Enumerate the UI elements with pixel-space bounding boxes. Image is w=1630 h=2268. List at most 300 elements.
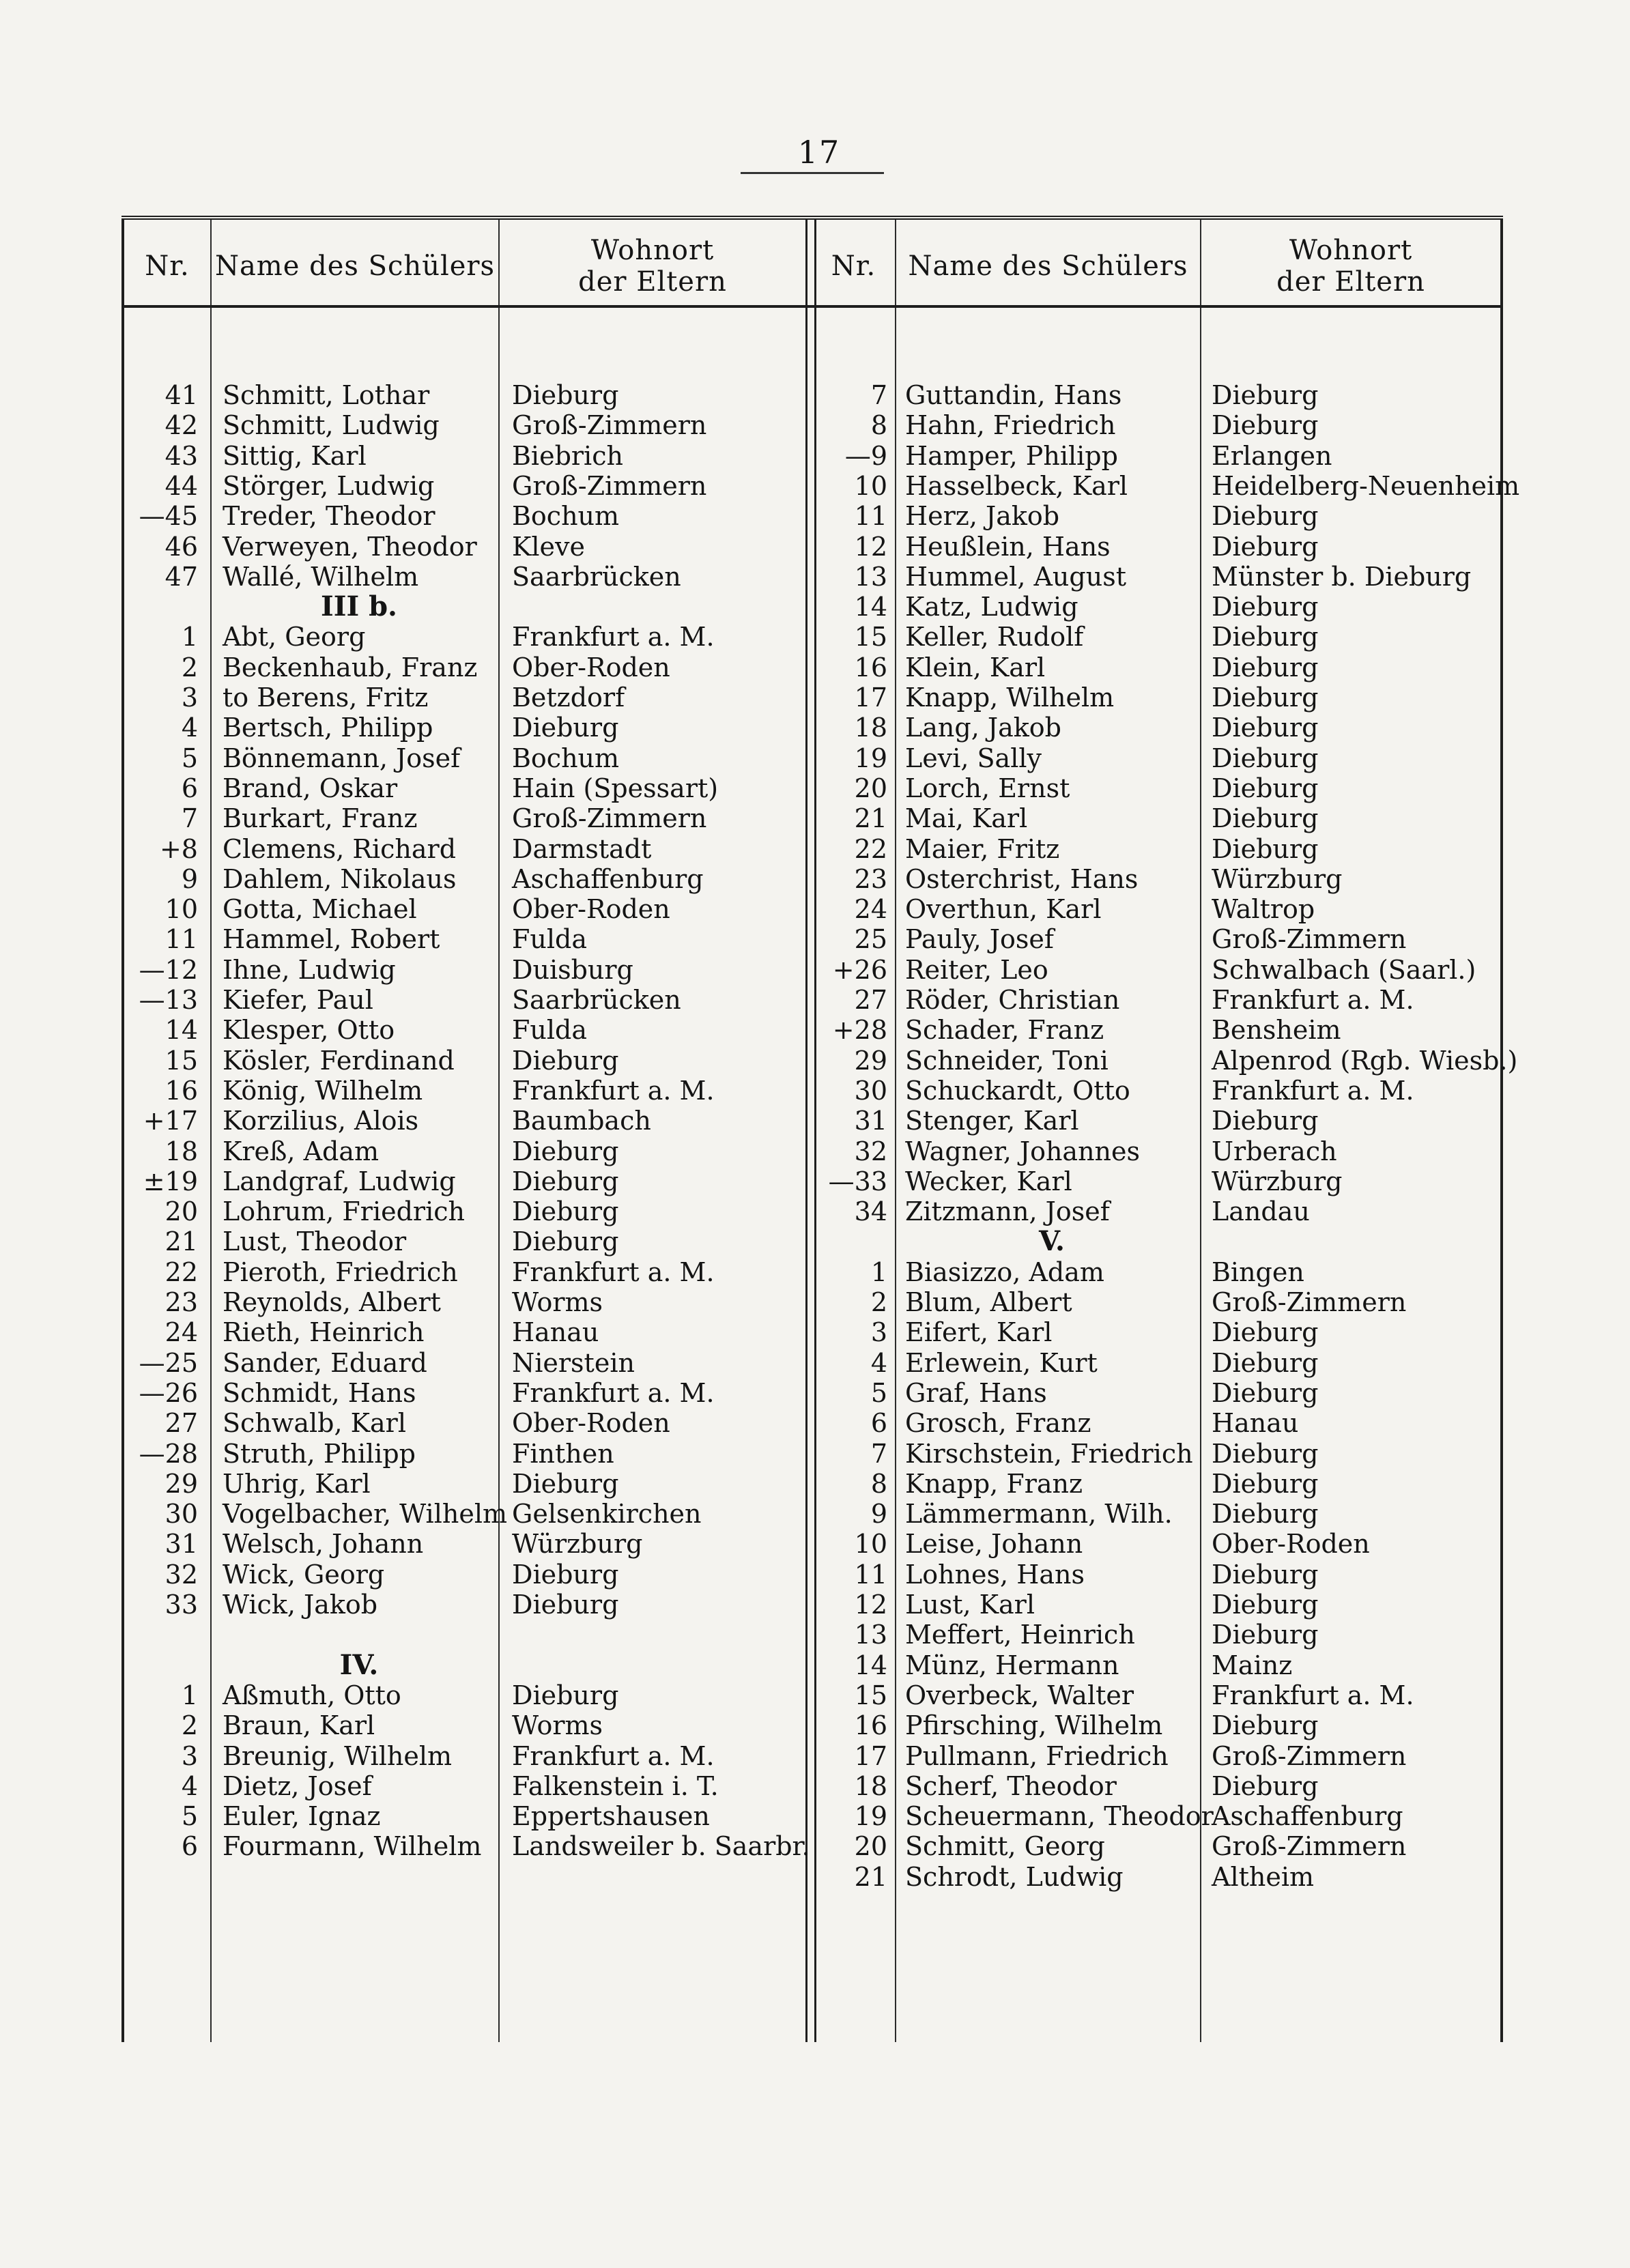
student-number: 19 xyxy=(854,1801,887,1831)
student-number: 32 xyxy=(854,1136,887,1166)
student-number: 4 xyxy=(870,1348,887,1378)
student-number: 5 xyxy=(870,1378,887,1408)
student-name: Abt, Georg xyxy=(223,622,366,652)
student-number: 12 xyxy=(854,1590,887,1620)
table-row xyxy=(812,652,1499,683)
student-number: 6 xyxy=(181,1831,198,1861)
student-number: 17 xyxy=(854,683,887,713)
table-row xyxy=(121,1348,804,1378)
student-number: 34 xyxy=(854,1196,887,1226)
student-name: Pfirsching, Wilhelm xyxy=(905,1710,1163,1740)
table-row xyxy=(121,1771,804,1801)
section-heading: III b. xyxy=(321,590,397,622)
student-name: Röder, Christian xyxy=(905,985,1120,1015)
parents-residence: Dieburg xyxy=(1212,1348,1319,1378)
table-row xyxy=(812,1620,1499,1650)
student-name: Leise, Johann xyxy=(905,1529,1083,1559)
parents-residence: Dieburg xyxy=(1212,803,1319,833)
student-name: Schrodt, Ludwig xyxy=(905,1862,1124,1892)
student-number: 16 xyxy=(854,1710,887,1740)
table-row xyxy=(121,1710,804,1740)
parents-residence: Frankfurt a. M. xyxy=(1212,1680,1414,1710)
student-number: 47 xyxy=(165,562,198,592)
table-row xyxy=(121,532,804,562)
table-row xyxy=(121,985,804,1015)
student-name: Schmidt, Hans xyxy=(223,1378,416,1408)
student-number: +8 xyxy=(159,834,198,864)
student-name: Dietz, Josef xyxy=(223,1771,372,1801)
student-number: —13 xyxy=(139,985,198,1015)
parents-residence: Groß-Zimmern xyxy=(1212,1741,1407,1771)
table-row xyxy=(121,622,804,652)
student-number: 27 xyxy=(165,1408,198,1438)
table-row xyxy=(121,773,804,803)
student-name: Blum, Albert xyxy=(905,1287,1072,1317)
table-row xyxy=(121,1287,804,1317)
student-number: 14 xyxy=(854,1650,887,1680)
parents-residence: Frankfurt a. M. xyxy=(512,1076,715,1106)
table-row xyxy=(812,1046,1518,1076)
student-number: 17 xyxy=(854,1741,887,1771)
parents-residence: Bingen xyxy=(1212,1257,1304,1287)
student-number: —28 xyxy=(139,1439,198,1469)
parents-residence: Dieburg xyxy=(512,1196,619,1226)
parents-residence: Frankfurt a. M. xyxy=(1212,1076,1414,1106)
student-name: König, Wilhelm xyxy=(223,1076,423,1106)
table-row xyxy=(121,894,804,924)
table-row xyxy=(812,1680,1499,1710)
parents-residence: Dieburg xyxy=(1212,1590,1319,1620)
student-number: 6 xyxy=(870,1408,887,1438)
parents-residence: Ober-Roden xyxy=(1212,1529,1370,1559)
student-number: 11 xyxy=(854,1560,887,1590)
student-name: Kreß, Adam xyxy=(223,1136,380,1166)
section-heading: IV. xyxy=(339,1649,379,1681)
student-name: Overthun, Karl xyxy=(905,894,1102,924)
student-number: 43 xyxy=(165,441,198,471)
parents-residence: Schwalbach (Saarl.) xyxy=(1212,955,1476,985)
student-name: Mai, Karl xyxy=(905,803,1028,833)
student-name: Lust, Theodor xyxy=(223,1226,407,1257)
table-row xyxy=(812,1801,1499,1831)
student-number: 7 xyxy=(870,380,887,410)
parents-residence: Dieburg xyxy=(1212,380,1319,410)
table-row xyxy=(812,1469,1499,1499)
student-number: 30 xyxy=(854,1076,887,1106)
parents-residence: Bochum xyxy=(512,743,620,773)
parents-residence: Falkenstein i. T. xyxy=(512,1771,719,1801)
student-name: Schuckardt, Otto xyxy=(905,1076,1130,1106)
header-name-left: Name des Schülers xyxy=(214,250,496,282)
parents-residence: Dieburg xyxy=(512,1226,619,1257)
parents-residence: Bochum xyxy=(512,501,620,531)
parents-residence: Fulda xyxy=(512,1015,587,1045)
table-row xyxy=(812,1771,1499,1801)
parents-residence: Ober-Roden xyxy=(512,894,670,924)
student-number: —9 xyxy=(844,441,887,471)
student-name: Lohrum, Friedrich xyxy=(223,1196,465,1226)
student-number: 11 xyxy=(165,924,198,954)
student-name: Reiter, Leo xyxy=(905,955,1048,985)
table-row xyxy=(121,955,804,985)
parents-residence: Groß-Zimmern xyxy=(1212,1287,1407,1317)
table-row xyxy=(812,834,1499,864)
table-row xyxy=(121,1046,804,1076)
parents-residence: Frankfurt a. M. xyxy=(512,1378,715,1408)
parents-residence: Dieburg xyxy=(1212,1439,1319,1469)
student-name: Maier, Fritz xyxy=(905,834,1060,864)
student-name: Herz, Jakob xyxy=(905,501,1060,531)
student-number: 3 xyxy=(870,1317,887,1347)
student-name: Vogelbacher, Wilhelm xyxy=(223,1499,508,1529)
table-row xyxy=(812,471,1520,501)
student-number: 20 xyxy=(165,1196,198,1226)
student-number: 5 xyxy=(181,1801,198,1831)
table-row xyxy=(812,1076,1499,1106)
student-number: 22 xyxy=(165,1257,198,1287)
parents-residence: Hanau xyxy=(1212,1408,1299,1438)
parents-residence: Worms xyxy=(512,1710,603,1740)
table-row xyxy=(121,1166,804,1196)
parents-residence: Frankfurt a. M. xyxy=(512,1257,715,1287)
table-row xyxy=(121,1529,804,1559)
parents-residence: Dieburg xyxy=(1212,1378,1319,1408)
parents-residence: Dieburg xyxy=(512,1046,619,1076)
student-number: 11 xyxy=(854,501,887,531)
student-number: 14 xyxy=(854,592,887,622)
student-number: 15 xyxy=(854,1680,887,1710)
parents-residence: Altheim xyxy=(1212,1862,1315,1892)
table-row xyxy=(812,924,1499,954)
student-name: Katz, Ludwig xyxy=(905,592,1078,622)
student-number: 46 xyxy=(165,532,198,562)
student-number: 10 xyxy=(854,471,887,501)
table-row xyxy=(812,532,1499,562)
table-row xyxy=(121,1136,804,1166)
parents-residence: Ober-Roden xyxy=(512,652,670,683)
student-number: 32 xyxy=(165,1560,198,1590)
student-number: 41 xyxy=(165,380,198,410)
student-number: 31 xyxy=(854,1106,887,1136)
table-row xyxy=(812,713,1499,743)
table-row xyxy=(121,1590,804,1620)
parents-residence: Waltrop xyxy=(1212,894,1315,924)
table-row xyxy=(812,1136,1499,1166)
student-name: Schmitt, Ludwig xyxy=(223,410,440,440)
student-name: Dahlem, Nikolaus xyxy=(223,864,457,894)
table-row xyxy=(812,1590,1499,1620)
student-number: 24 xyxy=(165,1317,198,1347)
table-row xyxy=(121,380,804,410)
table-row xyxy=(121,1196,804,1226)
parents-residence: Dieburg xyxy=(1212,622,1319,652)
student-name: Lämmermann, Wilh. xyxy=(905,1499,1173,1529)
parents-residence: Saarbrücken xyxy=(512,985,681,1015)
student-number: 25 xyxy=(854,924,887,954)
student-name: Sander, Eduard xyxy=(223,1348,427,1378)
student-name: Schneider, Toni xyxy=(905,1046,1109,1076)
student-number: +26 xyxy=(832,955,887,985)
student-name: Fourmann, Wilhelm xyxy=(223,1831,482,1861)
table-row xyxy=(812,1106,1499,1136)
table-row xyxy=(812,1257,1499,1287)
parents-residence: Dieburg xyxy=(1212,713,1319,743)
parents-residence: Dieburg xyxy=(1212,683,1319,713)
parents-residence: Worms xyxy=(512,1287,603,1317)
student-name: Kösler, Ferdinand xyxy=(223,1046,455,1076)
student-name: Wick, Jakob xyxy=(223,1590,378,1620)
parents-residence: Frankfurt a. M. xyxy=(512,622,715,652)
student-name: Münz, Hermann xyxy=(905,1650,1119,1680)
student-number: 4 xyxy=(181,1771,198,1801)
table-row xyxy=(812,1378,1499,1408)
student-name: Struth, Philipp xyxy=(223,1439,416,1469)
student-number: 2 xyxy=(870,1287,887,1317)
student-number: 1 xyxy=(181,1680,198,1710)
student-number: —26 xyxy=(139,1378,198,1408)
student-number: 10 xyxy=(165,894,198,924)
parents-residence: Groß-Zimmern xyxy=(512,410,707,440)
parents-residence: Groß-Zimmern xyxy=(1212,1831,1407,1861)
student-name: Schwalb, Karl xyxy=(223,1408,406,1438)
student-name: Welsch, Johann xyxy=(223,1529,424,1559)
student-number: 20 xyxy=(854,773,887,803)
student-number: 7 xyxy=(181,803,198,833)
table-row xyxy=(121,1317,804,1347)
parents-residence: Dieburg xyxy=(512,1166,619,1196)
table-row xyxy=(812,1831,1499,1861)
student-number: 30 xyxy=(165,1499,198,1529)
table-row xyxy=(121,1469,804,1499)
student-number: 15 xyxy=(165,1046,198,1076)
parents-residence: Dieburg xyxy=(512,1136,619,1166)
student-number: 1 xyxy=(870,1257,887,1287)
student-name: Burkart, Franz xyxy=(223,803,418,833)
parents-residence: Dieburg xyxy=(512,380,619,410)
table-row xyxy=(121,1226,804,1257)
parents-residence: Dieburg xyxy=(1212,652,1319,683)
student-table xyxy=(121,216,1520,2042)
student-name: Korzilius, Alois xyxy=(223,1106,419,1136)
student-name: Breunig, Wilhelm xyxy=(223,1741,453,1771)
table-row xyxy=(812,1741,1499,1771)
parents-residence: Dieburg xyxy=(1212,1106,1319,1136)
student-name: Störger, Ludwig xyxy=(223,471,435,501)
table-row xyxy=(121,1378,804,1408)
parents-residence: Groß-Zimmern xyxy=(512,803,707,833)
student-number: 29 xyxy=(854,1046,887,1076)
table-row xyxy=(812,985,1499,1015)
header-wohnort-line2: der Eltern xyxy=(1276,266,1425,298)
student-number: 18 xyxy=(854,713,887,743)
student-name: Hahn, Friedrich xyxy=(905,410,1116,440)
student-number: 22 xyxy=(854,834,887,864)
student-name: Lorch, Ernst xyxy=(905,773,1070,803)
student-number: 13 xyxy=(854,1620,887,1650)
section-heading: V. xyxy=(1039,1225,1065,1257)
student-name: Hasselbeck, Karl xyxy=(905,471,1128,501)
student-name: Keller, Rudolf xyxy=(905,622,1084,652)
table-row xyxy=(121,834,804,864)
page-number: 17 xyxy=(797,134,841,171)
table-row xyxy=(812,1862,1499,1892)
table-row xyxy=(121,1439,804,1469)
student-number: +28 xyxy=(832,1015,887,1045)
table-row xyxy=(812,1408,1499,1438)
student-name: Overbeck, Walter xyxy=(905,1680,1134,1710)
table-row xyxy=(812,864,1499,894)
parents-residence: Dieburg xyxy=(1212,1317,1319,1347)
table-row xyxy=(812,1529,1499,1559)
header-nr-left: Nr. xyxy=(145,250,190,282)
student-name: Braun, Karl xyxy=(223,1710,375,1740)
student-number: 23 xyxy=(854,864,887,894)
student-name: Schmitt, Lothar xyxy=(223,380,430,410)
student-name: Scheuermann, Theodor xyxy=(905,1801,1214,1831)
parents-residence: Erlangen xyxy=(1212,441,1332,471)
table-row xyxy=(812,1710,1499,1740)
student-number: 8 xyxy=(870,1469,887,1499)
parents-residence: Betzdorf xyxy=(512,683,625,713)
table-row xyxy=(812,1439,1499,1469)
student-name: Pauly, Josef xyxy=(905,924,1054,954)
student-name: Guttandin, Hans xyxy=(905,380,1122,410)
table-row xyxy=(121,471,804,501)
parents-residence: Dieburg xyxy=(512,713,619,743)
parents-residence: Duisburg xyxy=(512,955,633,985)
parents-residence: Frankfurt a. M. xyxy=(512,1741,715,1771)
student-name: Sittig, Karl xyxy=(223,441,367,471)
student-number: 13 xyxy=(854,562,887,592)
table-row xyxy=(121,1408,804,1438)
student-name: Ihne, Ludwig xyxy=(223,955,396,985)
table-row xyxy=(121,410,804,440)
parents-residence: Saarbrücken xyxy=(512,562,681,592)
student-number: 9 xyxy=(181,864,198,894)
student-name: Reynolds, Albert xyxy=(223,1287,441,1317)
student-number: 2 xyxy=(181,652,198,683)
student-name: Klesper, Otto xyxy=(223,1015,395,1045)
parents-residence: Aschaffenburg xyxy=(1212,1801,1403,1831)
student-name: Stenger, Karl xyxy=(905,1106,1079,1136)
parents-residence: Dieburg xyxy=(1212,743,1319,773)
table-row xyxy=(121,562,804,592)
student-name: Clemens, Richard xyxy=(223,834,457,864)
student-number: 10 xyxy=(854,1529,887,1559)
student-name: to Berens, Fritz xyxy=(223,683,429,713)
parents-residence: Urberach xyxy=(1212,1136,1337,1166)
student-name: Scherf, Theodor xyxy=(905,1771,1117,1801)
parents-residence: Dieburg xyxy=(1212,1710,1319,1740)
student-name: Schmitt, Georg xyxy=(905,1831,1105,1861)
student-name: Heußlein, Hans xyxy=(905,532,1111,562)
student-name: Euler, Ignaz xyxy=(223,1801,381,1831)
student-number: 44 xyxy=(165,471,198,501)
header-wohnort-line1: Wohnort xyxy=(1289,235,1413,266)
student-number: 7 xyxy=(870,1439,887,1469)
student-number: —25 xyxy=(139,1348,198,1378)
table-row xyxy=(812,380,1499,410)
parents-residence: Würzburg xyxy=(1212,864,1343,894)
parents-residence: Bensheim xyxy=(1212,1015,1341,1045)
parents-residence: Hain (Spessart) xyxy=(512,773,719,803)
student-number: 4 xyxy=(181,713,198,743)
table-row xyxy=(121,501,804,531)
header-name-right: Name des Schülers xyxy=(908,250,1188,282)
parents-residence: Darmstadt xyxy=(512,834,652,864)
parents-residence: Frankfurt a. M. xyxy=(1212,985,1414,1015)
student-number: 21 xyxy=(165,1226,198,1257)
parents-residence: Heidelberg-Neuenheim xyxy=(1212,471,1520,501)
student-number: 9 xyxy=(870,1499,887,1529)
student-number: 3 xyxy=(181,683,198,713)
table-row xyxy=(812,1560,1499,1590)
student-name: Kiefer, Paul xyxy=(223,985,373,1015)
student-name: Gotta, Michael xyxy=(223,894,417,924)
student-name: Erlewein, Kurt xyxy=(905,1348,1098,1378)
student-name: Rieth, Heinrich xyxy=(223,1317,425,1347)
student-name: Lohnes, Hans xyxy=(905,1560,1085,1590)
student-number: 29 xyxy=(165,1469,198,1499)
header-wohnort-line2: der Eltern xyxy=(578,266,727,298)
student-name: Wecker, Karl xyxy=(905,1166,1072,1196)
parents-residence: Dieburg xyxy=(512,1680,619,1710)
student-number: 5 xyxy=(181,743,198,773)
student-number: 16 xyxy=(854,652,887,683)
student-name: Treder, Theodor xyxy=(223,501,435,531)
student-name: Verweyen, Theodor xyxy=(223,532,477,562)
parents-residence: Eppertshausen xyxy=(512,1801,710,1831)
table-row xyxy=(812,622,1499,652)
table-row xyxy=(812,410,1499,440)
table-row xyxy=(812,562,1499,592)
student-name: Knapp, Franz xyxy=(905,1469,1083,1499)
table-row xyxy=(812,441,1499,471)
student-name: Brand, Oskar xyxy=(223,773,398,803)
table-row xyxy=(121,1015,804,1045)
table-row xyxy=(121,652,804,683)
table-row xyxy=(812,1650,1499,1680)
student-number: —45 xyxy=(139,501,198,531)
student-number: 15 xyxy=(854,622,887,652)
student-number: 14 xyxy=(165,1015,198,1045)
parents-residence: Dieburg xyxy=(1212,1560,1319,1590)
table-row xyxy=(121,1106,804,1136)
parents-residence: Ober-Roden xyxy=(512,1408,670,1438)
table-row xyxy=(812,773,1499,803)
header-wohnort-line1: Wohnort xyxy=(590,235,715,266)
table-row xyxy=(812,803,1499,833)
header-nr-right: Nr. xyxy=(831,250,876,282)
table-row xyxy=(121,864,804,894)
parents-residence: Dieburg xyxy=(1212,1620,1319,1650)
student-number: 42 xyxy=(165,410,198,440)
table-row xyxy=(812,743,1499,773)
table-row xyxy=(812,894,1499,924)
table-row xyxy=(812,1348,1499,1378)
table-row xyxy=(812,1166,1499,1196)
table-row xyxy=(812,1317,1499,1347)
parents-residence: Würzburg xyxy=(512,1529,643,1559)
parents-residence: Finthen xyxy=(512,1439,614,1469)
parents-residence: Münster b. Dieburg xyxy=(1212,562,1472,592)
table-row xyxy=(121,1801,804,1831)
table-row xyxy=(812,592,1499,622)
table-row xyxy=(121,1076,804,1106)
table-row xyxy=(812,1015,1499,1045)
parents-residence: Aschaffenburg xyxy=(512,864,704,894)
header-rule xyxy=(121,305,1503,308)
